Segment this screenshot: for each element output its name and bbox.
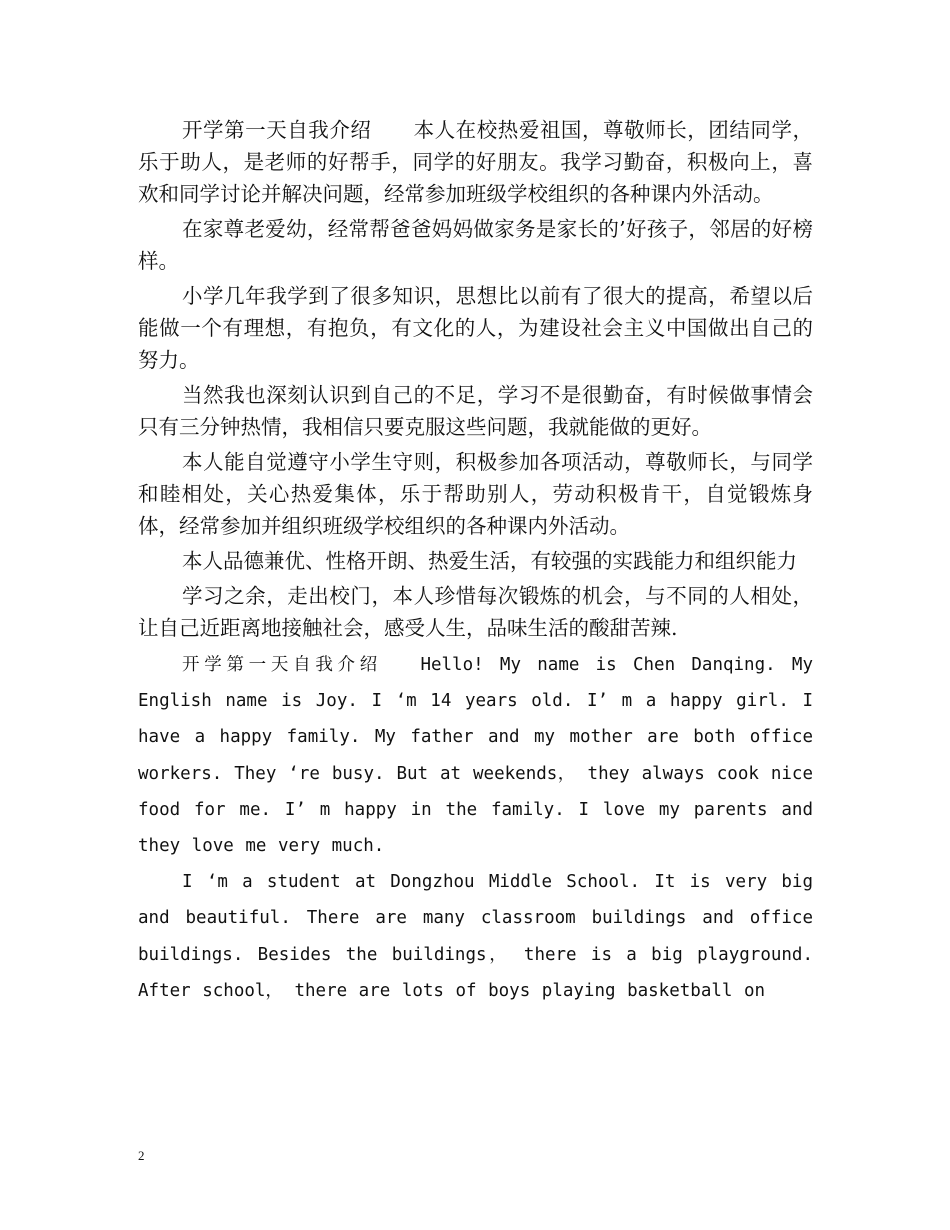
paragraph-society: 学习之余，走出校门，本人珍惜每次锻炼的机会，与不同的人相处，让自己近距离地接触社会，感受人生，品味生活的酸甜苦辣. (138, 584, 813, 640)
page-number: 2 (138, 1148, 145, 1163)
document-body (138, 114, 813, 1009)
paragraph-shortcomings: 当然我也深刻认识到自己的不足，学习不是很勤奋，有时候做事情会只有三分钟热情，我相信只要克服这些问题，我就能做的更好。 (138, 383, 813, 439)
paragraph-rules: 本人能自觉遵守小学生守则，积极参加各项活动，尊敬师长，与同学和睦相处，关心热爱集体，乐于帮助别人，劳动积极肯干，自觉锻炼身体，经常参加并组织班级学校组织的各种课内外活动。 (138, 450, 813, 538)
paragraph-english-intro: 开学第一天自我介绍 Hello! My name is Chen Danqing. My English name is Joy. I ‘m 14 years old. I’ m a happy girl. I have a happy family. My father and my mother are both office workers. They ‘re busy. But at weekends， they always cook nice food for me. I’ m happy in the family. I love my parents and they love me very much. (138, 655, 813, 857)
paragraph-character: 本人品德兼优、性格开朗、热爱生活，有较强的实践能力和组织能力 (182, 549, 797, 573)
paragraph-home: 在家尊老爱幼，经常帮爸爸妈妈做家务是家长的’好孩子，邻居的好榜样。 (138, 217, 813, 273)
paragraph-english-school: I ‘m a student at Dongzhou Middle School. It is very big and beautiful. There are many classroom buildings and office buildings. Besides the buildings， there is a big playground. After school， there are lots of boys playing basketball on (138, 872, 813, 1001)
paragraph-intro: 开学第一天自我介绍 本人在校热爱祖国，尊敬师长，团结同学，乐于助人，是老师的好帮手，同学的好朋友。我学习勤奋，积极向上，喜欢和同学讨论并解决问题，经常参加班级学校组织的各种课内外活动。 (138, 118, 813, 206)
paragraph-primary-school: 小学几年我学到了很多知识，思想比以前有了很大的提高，希望以后能做一个有理想，有抱负，有文化的人，为建设社会主义中国做出自己的努力。 (138, 284, 813, 372)
